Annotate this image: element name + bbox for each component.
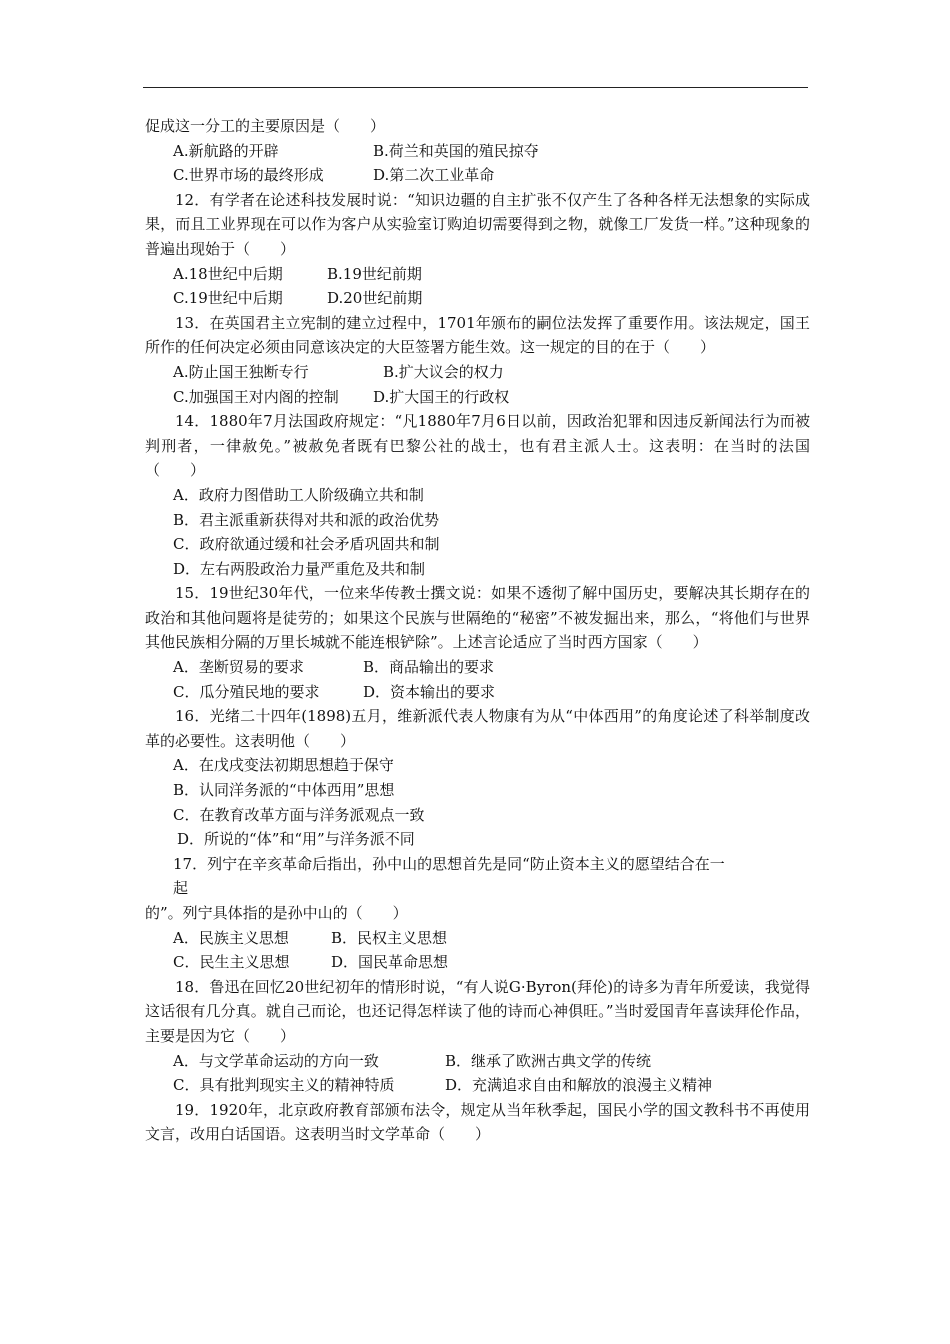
q15-options-row-1 (145, 655, 810, 680)
q12-option-c: C.19世纪中后期 (173, 289, 283, 308)
q14-option-c: C．政府欲通过缓和社会矛盾巩固共和制 (173, 535, 440, 554)
q18-stem: 18．鲁迅在回忆20世纪初年的情形时说，“有人说G·Byron(拜伦)的诗多为青年所爱读，我觉得这话很有几分真。就自己而论，也还记得怎样读了他的诗而心神俱旺。”当时爱国青年喜读拜伦作品，主要是因为它（ ） (145, 977, 810, 1045)
q19-stem: 19．1920年，北京政府教育部颁布法令，规定从当年秋季起，国民小学的国文教科书不再使用文言，改用白话国语。这表明当时文学革命（ ） (145, 1100, 810, 1144)
q11-option-b: B.荷兰和英国的殖民掠夺 (373, 141, 539, 160)
q17-stem-line-2: 起 (173, 879, 189, 898)
q13-option-c: C.加强国王对内阁的控制 (173, 387, 339, 406)
q14-option-d: D．左右两股政治力量严重危及共和制 (173, 559, 426, 578)
header-rule (143, 87, 808, 88)
exam-page (145, 114, 810, 1147)
q11-option-d: D.第二次工业革命 (373, 166, 495, 185)
q13-option-b: B.扩大议会的权力 (383, 362, 504, 381)
q17-option-c: C．民生主义思想 (173, 953, 290, 972)
q18-options-row-2 (145, 1073, 810, 1098)
q13-option-d: D.扩大国王的行政权 (373, 387, 510, 406)
q11-options-row-1 (145, 139, 810, 164)
q17-stem-line-1: 17．列宁在辛亥革命后指出，孙中山的思想首先是同“防止资本主义的愿望结合在一 (173, 854, 725, 873)
q11-option-c: C.世界市场的最终形成 (173, 166, 324, 185)
q12-option-d: D.20世纪前期 (327, 289, 423, 308)
q18-option-c: C．具有批判现实主义的精神特质 (173, 1076, 395, 1095)
q16-option-b: B．认同洋务派的“中体西用”思想 (173, 781, 395, 800)
q12-option-b: B.19世纪前期 (327, 264, 422, 283)
q18-option-d: D．充满追求自由和解放的浪漫主义精神 (445, 1076, 713, 1095)
q18-option-b: B．继承了欧洲古典文学的传统 (445, 1051, 652, 1070)
q17-option-b: B．民权主义思想 (331, 928, 448, 947)
q13-option-a: A.防止国王独断专行 (173, 362, 309, 381)
q11-stem-tail: 促成这一分工的主要原因是（ ） (145, 117, 386, 135)
q17-option-d: D．国民革命思想 (331, 953, 449, 972)
q14-option-a: A．政府力图借助工人阶级确立共和制 (173, 485, 424, 504)
q18-options-row-1 (145, 1049, 810, 1074)
q15-options-row-2 (145, 680, 810, 705)
q14-option-b: B．君主派重新获得对共和派的政治优势 (173, 510, 440, 529)
q12-options-row-1 (145, 262, 810, 287)
q11-options-row-2 (145, 163, 810, 188)
q11-option-a: A.新航路的开辟 (173, 141, 279, 160)
q17-options-row-2 (145, 950, 810, 975)
q16-stem: 16．光绪二十四年(1898)五月，维新派代表人物康有为从“中体西用”的角度论述了科举制度改革的必要性。这表明他（ ） (145, 707, 810, 750)
q16-option-c: C．在教育改革方面与洋务派观点一致 (173, 805, 425, 824)
q17-stem-line-3: 的”。列宁具体指的是孙中山的（ ） (145, 904, 408, 922)
q12-option-a: A.18世纪中后期 (173, 264, 283, 283)
q17-option-a: A．民族主义思想 (173, 928, 289, 947)
q18-option-a: A．与文学革命运动的方向一致 (173, 1051, 379, 1070)
q13-options-row-2 (145, 385, 810, 410)
q15-option-c: C．瓜分殖民地的要求 (173, 682, 320, 701)
q14-stem: 14．1880年7月法国政府规定：“凡1880年7月6日以前，因政治犯罪和因违反新闻法行为而被判刑者，一律赦免。”被赦免者既有巴黎公社的战士，也有君主派人士。这表明：在当时的法国（ ） (145, 412, 810, 480)
q12-options-row-2 (145, 286, 810, 311)
q15-option-b: B．商品输出的要求 (363, 658, 495, 677)
q15-stem: 15．19世纪30年代，一位来华传教士撰文说：如果不透彻了解中国历史，要解决其长期存在的政治和其他问题将是徒劳的；如果这个民族与世隔绝的“秘密”不被发掘出来，那么，“将他们与世界其他民族相分隔的万里长城就不能连根铲除”。上述言论适应了当时西方国家（ ） (145, 584, 810, 652)
q16-option-d: D．所说的“体”和“用”与洋务派不同 (177, 830, 415, 849)
q17-options-row-1 (145, 926, 810, 951)
q12-stem: 12．有学者在论述科技发展时说：“知识边疆的自主扩张不仅产生了各种各样无法想象的实际成果，而且工业界现在可以作为客户从实验室订购迫切需要得到之物，就像工厂发货一样。”这种现象的普遍出现始于（ ） (145, 190, 810, 258)
q15-option-d: D．资本输出的要求 (363, 682, 496, 701)
q13-stem: 13．在英国君主立宪制的建立过程中，1701年颁布的嗣位法发挥了重要作用。该法规定，国王所作的任何决定必须由同意该决定的大臣签署方能生效。这一规定的目的在于（ ） (145, 313, 810, 357)
q15-option-a: A．垄断贸易的要求 (173, 658, 304, 677)
q13-options-row-1 (145, 360, 810, 385)
q16-option-a: A．在戊戌变法初期思想趋于保守 (173, 756, 394, 775)
